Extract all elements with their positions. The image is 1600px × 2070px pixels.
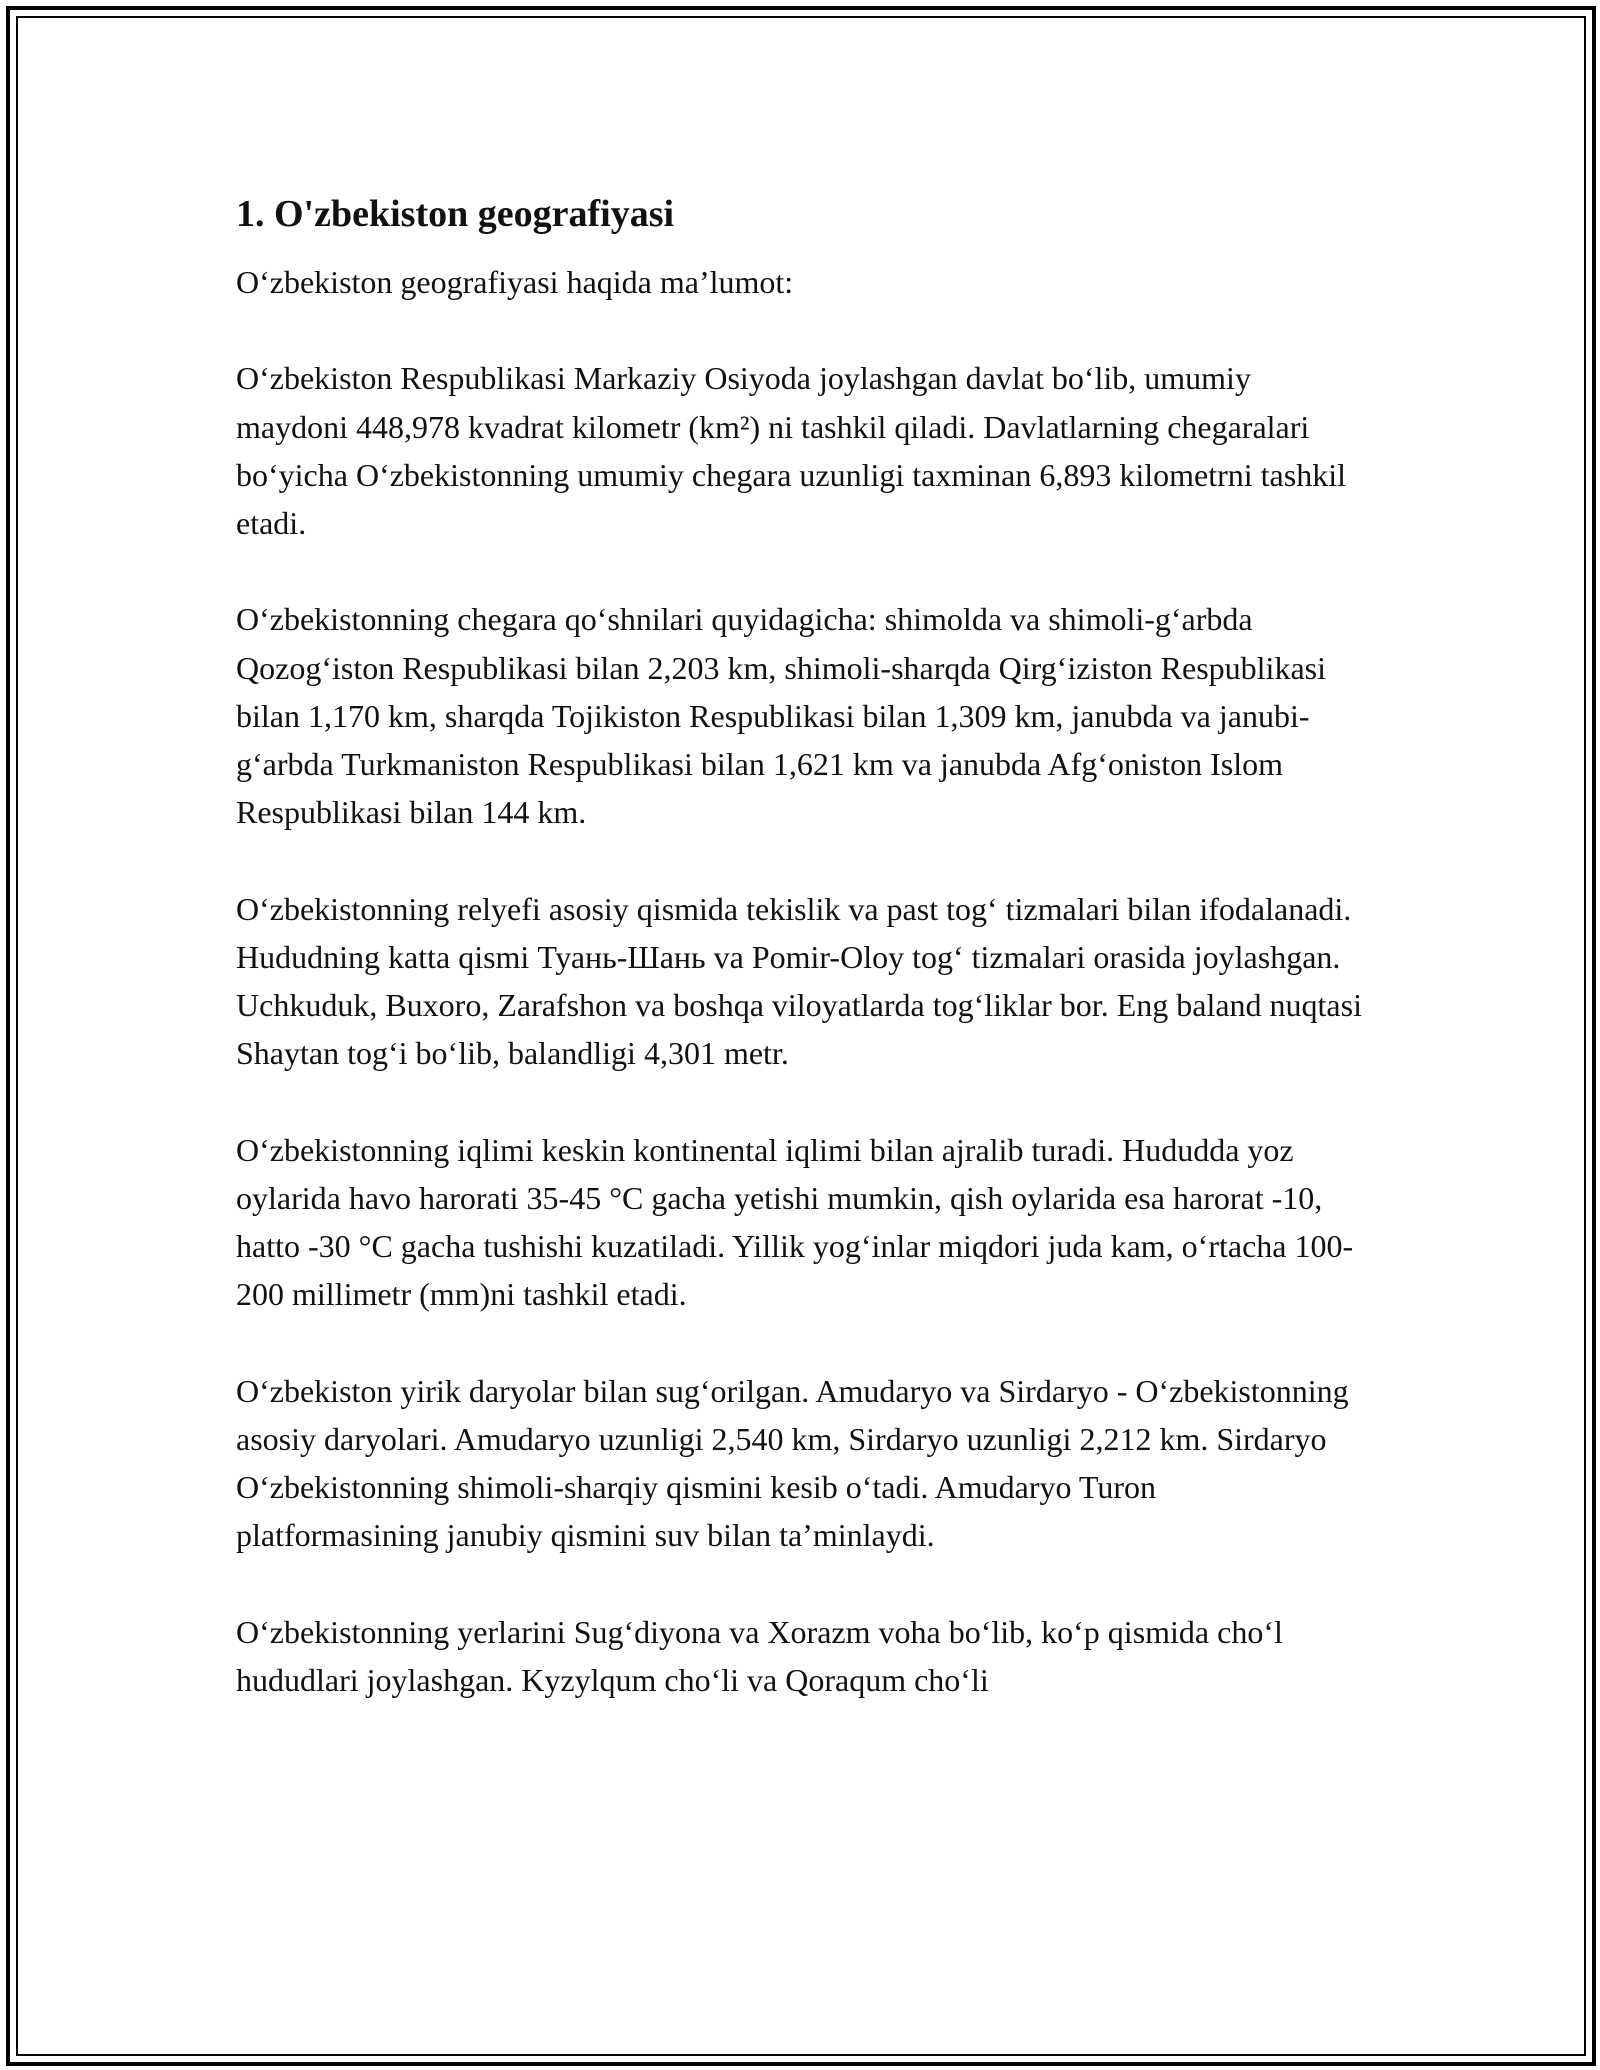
paragraph-relief: O‘zbekistonning relyefi asosiy qismida tekislik va past tog‘ tizmalari bilan ifodalanadi. Hududning katta qismi Туань-Шань va Pomir-Oloy tog‘ tizmalari orasida joylashgan. Uchkuduk, Buxoro, Zarafshon va boshqa viloyatlarda tog‘liklar bor. Eng baland nuqtasi Shaytan tog‘i bo‘lib, balandligi 4,301 metr. — [236, 890, 1362, 1072]
paragraph-rivers: O‘zbekiston yirik daryolar bilan sug‘orilgan. Amudaryo va Sirdaryo - O‘zbekistonning asosiy daryolari. Amudaryo uzunligi 2,540 km, Sirdaryo uzunligi 2,212 km. Sirdaryo O‘zbekistonning shimoli-sharqiy qismini kesib o‘tadi. Amudaryo Turon platformasining janubiy qismini suv bilan ta’minlaydi. — [236, 1372, 1349, 1554]
paragraph-climate: O‘zbekistonning iqlimi keskin kontinental iqlimi bilan ajralib turadi. Hududda yoz oylarida havo harorati 35-45 °C gacha yetishi mumkin, qish oylarida esa harorat -10, hatto -30 °C gacha tushishi kuzatiladi. Yillik yog‘inlar miqdori juda kam, o‘rtacha 100-200 millimetr (mm)ni tashkil etadi. — [236, 1131, 1354, 1313]
document-heading: 1. O'zbekiston geografiyasi — [236, 193, 675, 235]
paragraph-intro: O‘zbekiston geografiyasi haqida ma’lumot: — [236, 264, 794, 300]
paragraph-neighbors: O‘zbekistonning chegara qo‘shnilari quyidagicha: shimolda va shimoli-g‘arbda Qozog‘iston Respublikasi bilan 2,203 km, shimoli-sharqda Qirg‘iziston Respublikasi bilan 1,170 km, sharqda Tojikiston Respublikasi bilan 1,309 km, janubda va janubi-g‘arbda Turkmaniston Respublikasi bilan 1,621 km va janubda Afg‘oniston Islom Respublikasi bilan 144 km. — [236, 601, 1326, 831]
paragraph-deserts: O‘zbekistonning yerlarini Sug‘diyona va Xorazm voha bo‘lib, ko‘p qismida cho‘l hududlari joylashgan. Kyzylqum cho‘li va Qoraqum cho‘li — [236, 1613, 1283, 1698]
paragraph-area-borders: O‘zbekiston Respublikasi Markaziy Osiyoda joylashgan davlat bo‘lib, umumiy maydoni 448,978 kvadrat kilometr (km²) ni tashkil qiladi. Davlatlarning chegaralari bo‘yicha O‘zbekistonning umumiy chegara uzunligi taxminan 6,893 kilometrni tashkil etadi. — [236, 360, 1346, 541]
document-body — [236, 190, 1366, 1752]
